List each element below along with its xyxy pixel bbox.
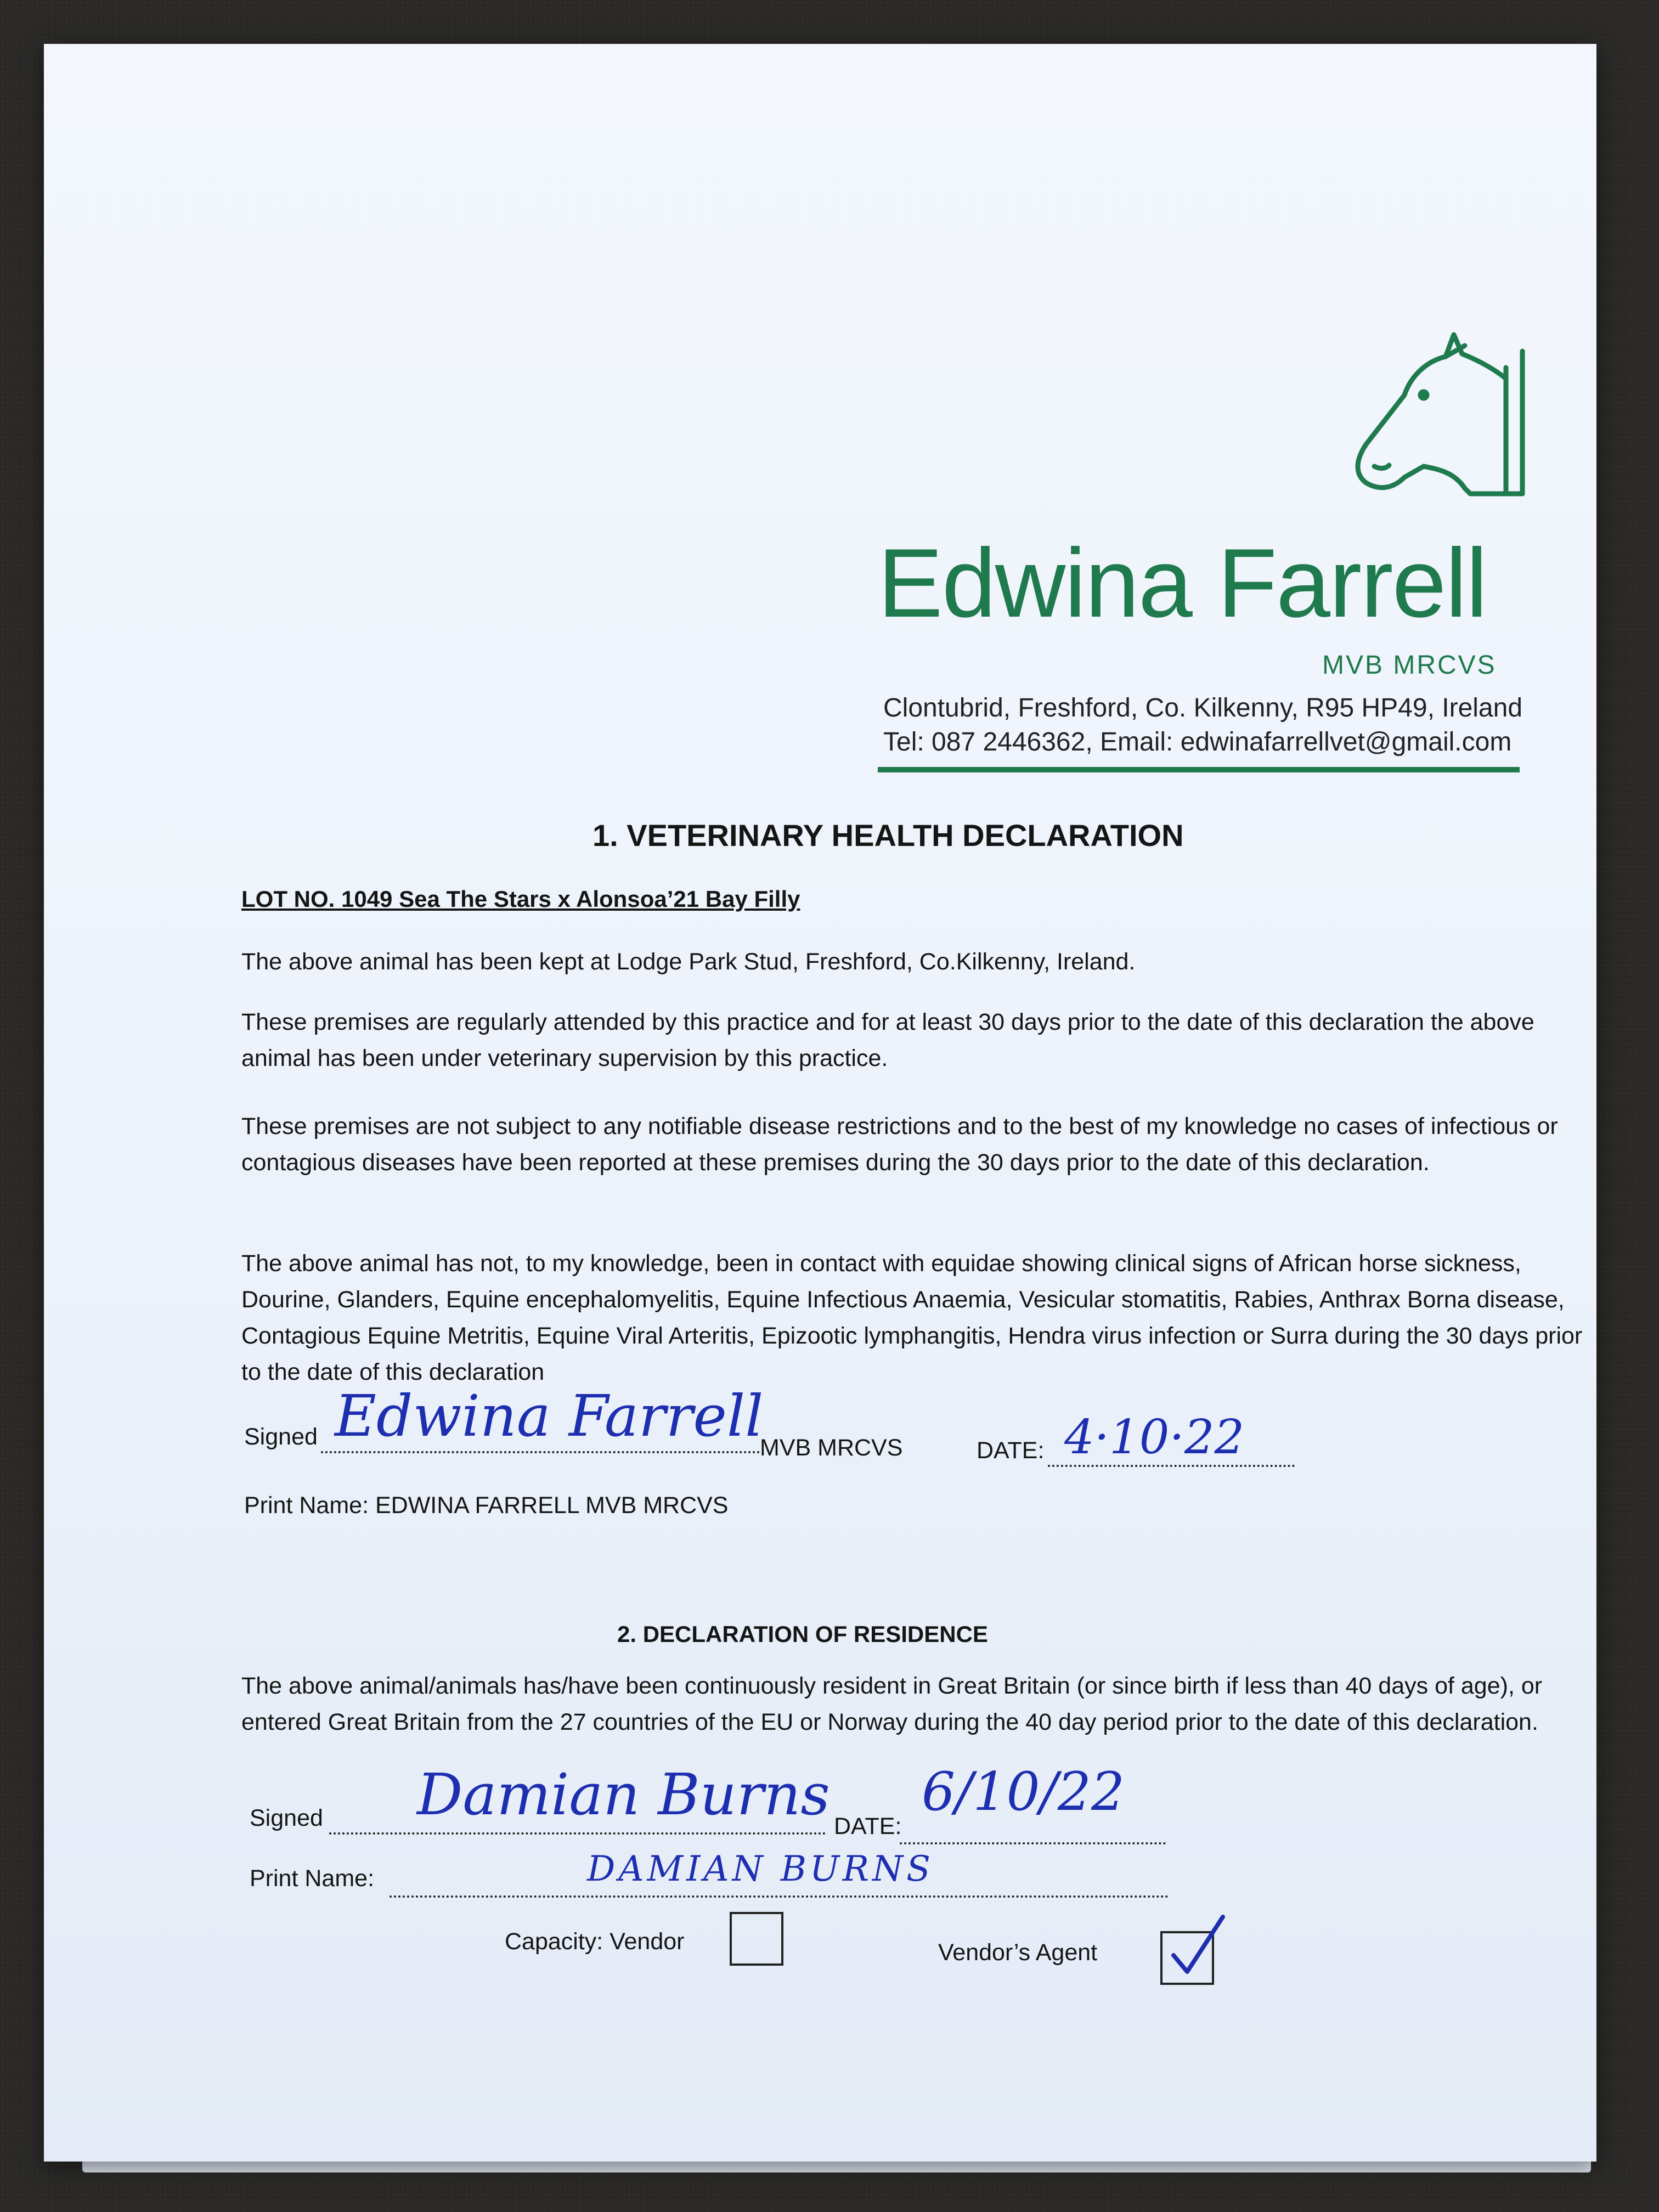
- section1-para-kept: The above animal has been kept at Lodge Park Stud, Freshford, Co.Kilkenny, Ireland.: [241, 949, 1136, 975]
- agent-signature: Damian Burns: [417, 1761, 830, 1828]
- section1-date-line: [1048, 1465, 1295, 1467]
- section2-print-name-line: [390, 1895, 1169, 1898]
- vendors-agent-label: Vendor’s Agent: [938, 1939, 1098, 1966]
- section2-heading: 2. DECLARATION OF RESIDENCE: [617, 1621, 988, 1647]
- section1-date-label: DATE:: [977, 1437, 1045, 1464]
- section1-para-supervision: These premises are regularly attended by this practice and for at least 30 days prior to the date of this declaration the above animal has been under veterinary supervision by this practice.: [241, 1009, 1534, 1071]
- section2-signature-line: [329, 1832, 826, 1835]
- letterhead-address-block: [883, 691, 1522, 759]
- letterhead-contact: Tel: 087 2446362, Email: edwinafarrellvet@gmail.com: [883, 727, 1512, 757]
- vendors-agent-checkbox[interactable]: [1160, 1931, 1214, 1985]
- letterhead-address: Clontubrid, Freshford, Co. Kilkenny, R95 HP49, Ireland: [883, 693, 1523, 723]
- declaration-document: [44, 44, 1596, 2162]
- section1-print-name: Print Name: EDWINA FARRELL MVB MRCVS: [244, 1492, 729, 1519]
- section1-heading: 1. VETERINARY HEALTH DECLARATION: [592, 818, 1184, 853]
- section2-signed-label: Signed: [250, 1805, 323, 1831]
- section2-print-name-label: Print Name:: [250, 1865, 375, 1892]
- section2-date-label: DATE:: [834, 1813, 902, 1839]
- section1-para-restrictions: These premises are not subject to any notifiable disease restrictions and to the best of my knowledge no cases of infectious or contagious diseases have been reported at these premises during the 30 days prior to the date of this declaration.: [241, 1113, 1558, 1176]
- section2-date-line: [900, 1842, 1166, 1844]
- letterhead-qualifications: MVB MRCVS: [1322, 651, 1497, 680]
- lot-line: LOT NO. 1049 Sea The Stars x Alonsoa’21 Bay Filly: [241, 886, 800, 912]
- capacity-vendor-checkbox[interactable]: [730, 1912, 783, 1966]
- section2-para-residence: The above animal/animals has/have been continuously resident in Great Britain (or since birth if less than 40 days of age), or entered Great Britain from the 27 countries of the EU or Norway during the 40 day period prior to the date of this declaration.: [241, 1673, 1543, 1735]
- section1-signed-label: Signed: [244, 1424, 318, 1450]
- section2-date-value: 6/10/22: [922, 1761, 1125, 1822]
- letterhead-name: Edwina Farrell: [878, 528, 1487, 637]
- checkmark-icon: [1160, 1914, 1237, 1980]
- section1-para-diseases: The above animal has not, to my knowledge, been in contact with equidae showing clinical signs of African horse sickness, Dourine, Glanders, Equine encephalomyelitis, Equine Infectious Anaemia, Vesicular stomatitis, Rabies, Anthrax Borna disease, Contagious Equine Metritis, Equine Viral Arteritis, Epizootic lymphangitis, Hendra virus infection or Surra during the 30 days prior to the date of this declaration: [241, 1250, 1583, 1385]
- horse-head-icon: [1328, 329, 1536, 538]
- section1-date-value: 4·10·22: [1064, 1410, 1245, 1465]
- section1-signed-suffix: MVB MRCVS: [760, 1435, 903, 1461]
- vet-signature: Edwina Farrell: [335, 1383, 764, 1449]
- section1-signature-line: [321, 1451, 760, 1453]
- capacity-vendor-label: Capacity: Vendor: [505, 1928, 685, 1955]
- section2-print-name-value: DAMIAN BURNS: [587, 1849, 934, 1889]
- letterhead-divider: [878, 767, 1520, 772]
